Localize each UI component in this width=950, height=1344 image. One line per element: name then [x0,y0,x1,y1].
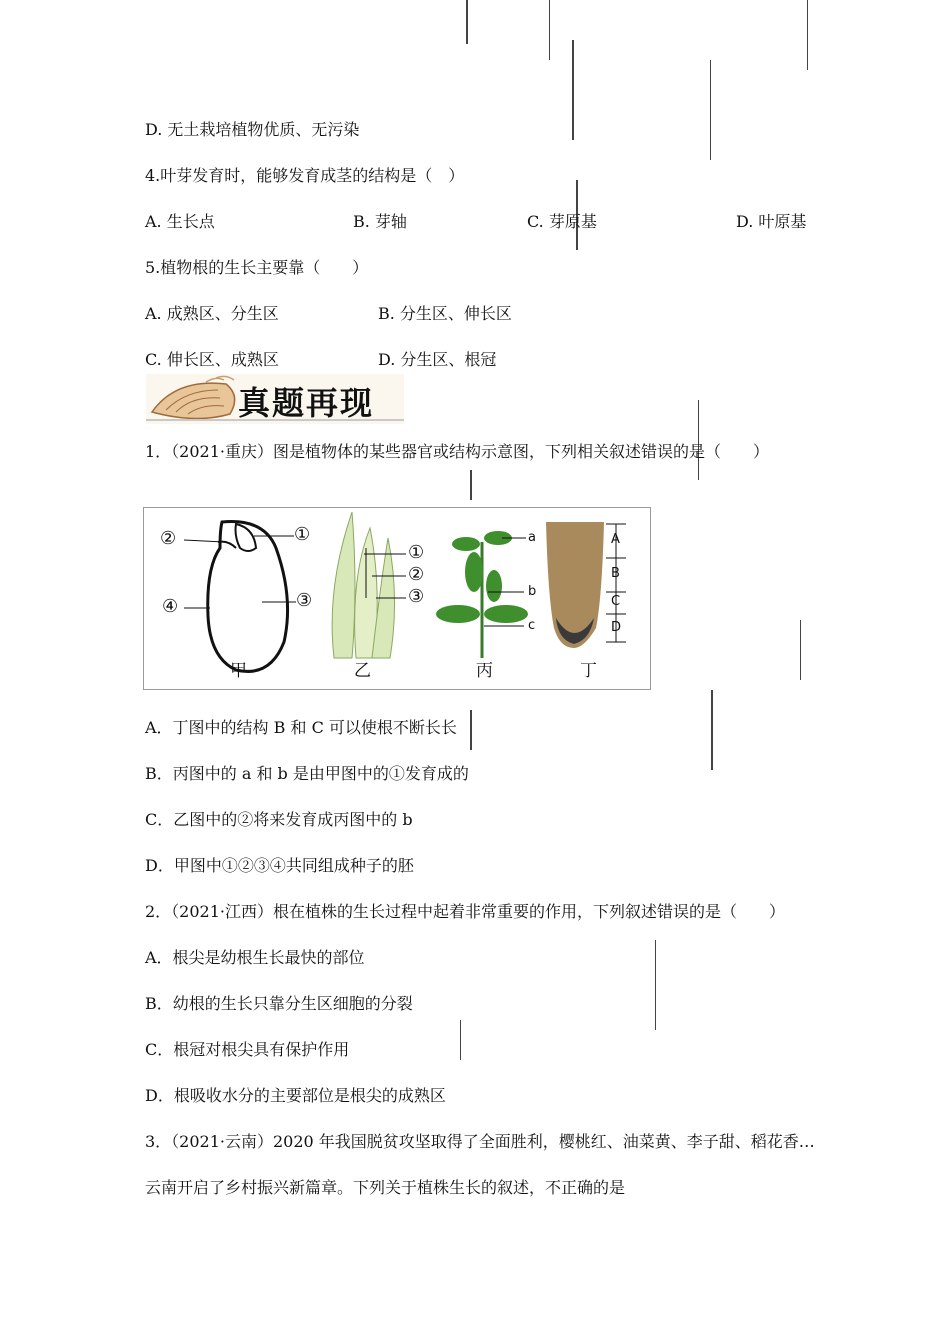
scan-artifact-line [698,400,699,480]
jia-label: ③ [296,590,313,611]
q5-option-d: D. 分生区、根冠 [378,350,497,369]
q4-option-b: B. 芽轴 [353,212,407,231]
q5-option-c: C. 伸长区、成熟区 [145,350,279,369]
p2-option-c: C．根冠对根尖具有保护作用 [145,1040,350,1059]
ding-label: D [611,620,622,635]
scan-artifact-line [807,0,808,70]
caption-bing: 丙 [476,661,493,681]
bing-label: c [528,618,536,633]
p3-stem-line1: 3．（2021·云南）2020 年我国脱贫攻坚取得了全面胜利，樱桃红、油菜黄、李子甜、稻花香… [145,1132,815,1151]
bing-label: a [528,530,536,545]
ding-label: C [611,594,621,609]
p2-option-b: B．幼根的生长只靠分生区细胞的分裂 [145,994,413,1013]
scan-artifact-line [470,710,472,750]
scan-artifact-line [711,690,713,770]
scan-artifact-line [710,60,711,160]
q4-option-a: A. 生长点 [145,212,215,231]
scan-artifact-line [470,470,472,500]
caption-yi: 乙 [354,661,371,681]
scan-artifact-line [460,1020,461,1060]
q5-stem: 5.植物根的生长主要靠（ ） [145,258,369,277]
p2-stem: 2．（2021·江西）根在植株的生长过程中起着非常重要的作用，下列叙述错误的是（ ） [145,902,785,921]
scan-artifact-line [655,940,656,1030]
q5-option-b: B. 分生区、伸长区 [378,304,512,323]
q4-stem: 4.叶芽发育时，能够发育成茎的结构是（ ） [145,166,465,185]
ding-label: B [611,566,620,581]
q5-option-a: A. 成熟区、分生区 [145,304,279,323]
p3-stem-line2: 云南开启了乡村振兴新篇章。下列关于植株生长的叙述，不正确的是 [145,1178,626,1197]
p2-option-a: A．根尖是幼根生长最快的部位 [145,948,365,967]
p1-stem: 1．（2021·重庆）图是植物体的某些器官或结构示意图，下列相关叙述错误的是（ ） [145,442,769,461]
section-title: 真题再现 [238,384,375,422]
jia-label: ① [294,524,311,545]
jia-label: ② [160,528,177,549]
p2-option-d: D．根吸收水分的主要部位是根尖的成熟区 [145,1086,446,1105]
p1-option-b: B．丙图中的 a 和 b 是由甲图中的①发育成的 [145,764,469,783]
plant-structure-figure [143,507,651,690]
jia-label: ④ [162,596,179,617]
scan-artifact-line [549,0,550,60]
caption-ding: 丁 [580,661,597,681]
p1-option-a: A．丁图中的结构 B 和 C 可以使根不断长长 [145,718,457,737]
p1-option-d: D．甲图中①②③④共同组成种子的胚 [145,856,414,875]
ding-label: A [611,532,620,547]
caption-jia: 甲 [230,661,247,681]
q4-option-c: C. 芽原基 [527,212,597,231]
yi-label: ② [408,564,425,585]
yi-label: ① [408,542,425,563]
scan-artifact-line [572,40,574,140]
p1-option-c: C．乙图中的②将来发育成丙图中的 b [145,810,413,829]
section-banner [146,374,404,424]
scan-artifact-line [466,0,468,44]
yi-label: ③ [408,586,425,607]
q4-option-d: D. 叶原基 [736,212,807,231]
scan-artifact-line [800,620,801,680]
q3-option-d: D. 无土栽培植物优质、无污染 [145,120,360,139]
bing-label: b [528,584,537,599]
plant-structure-diagram [144,508,650,689]
